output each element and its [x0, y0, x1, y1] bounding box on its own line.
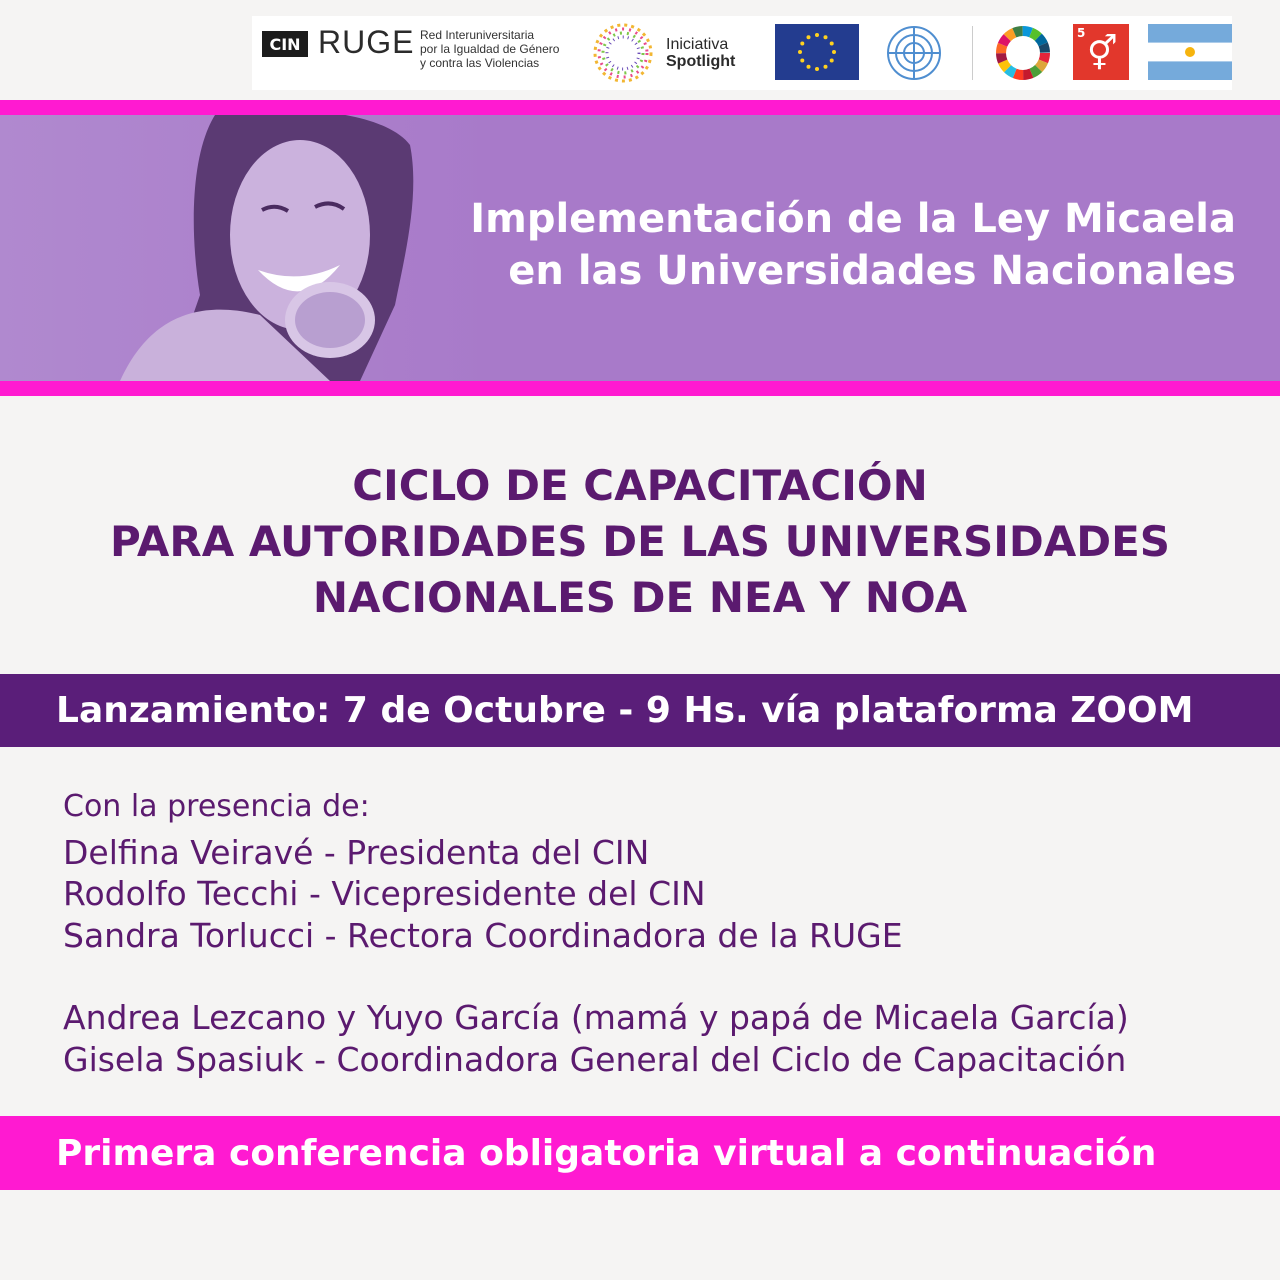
sponsor-logo-bar	[252, 16, 1232, 90]
sdg-wheel-icon	[994, 24, 1052, 82]
eu-flag-icon	[775, 24, 859, 80]
presence-list	[63, 786, 1129, 1080]
cin-logo: CIN	[262, 31, 308, 57]
guest-item: Gisela Spasiuk - Coordinadora General del Ciclo de Capacitación	[63, 1039, 1127, 1079]
spotlight-logo-icon	[590, 20, 656, 86]
un-emblem-icon	[878, 22, 950, 84]
speaker-item: Rodolfo Tecchi - Vicepresidente del CIN	[63, 874, 706, 913]
guest-item: Andrea Lezcano y Yuyo García (mamá y papá de Micaela García)	[63, 998, 1129, 1037]
speaker-item: Delfina Veiravé - Presidenta del CIN	[63, 832, 650, 872]
presence-intro: Con la presencia de:	[63, 789, 370, 824]
argentina-flag-icon	[1148, 24, 1232, 80]
spotlight-text: Iniciativa Spotlight	[666, 36, 736, 70]
logo-divider	[972, 26, 973, 80]
ruge-description: Red Interuniversitaria por la Igualdad de Género y contra las Violencias	[420, 28, 560, 70]
top-magenta-stripe	[0, 100, 1280, 115]
bottom-magenta-stripe	[0, 381, 1280, 396]
hero-title: Implementación de la Ley Micaela en las Universidades Nacionales	[470, 196, 1236, 294]
speaker-item: Sandra Torlucci - Rectora Coordinadora de la RUGE	[63, 915, 903, 955]
hero-banner	[0, 115, 1280, 381]
ruge-logo: RUGE	[318, 24, 415, 60]
sdg5-gender-equality-icon: 5 ⚥	[1073, 24, 1129, 80]
conference-notice-bar: Primera conferencia obligatoria virtual a continuación	[0, 1116, 1280, 1190]
launch-info-bar: Lanzamiento: 7 de Octubre - 9 Hs. vía plataforma ZOOM	[0, 674, 1280, 747]
event-headline: CICLO DE CAPACITACIÓN PARA AUTORIDADES DE LAS UNIVERSIDADES NACIONALES DE NEA Y NOA	[109, 461, 1171, 622]
